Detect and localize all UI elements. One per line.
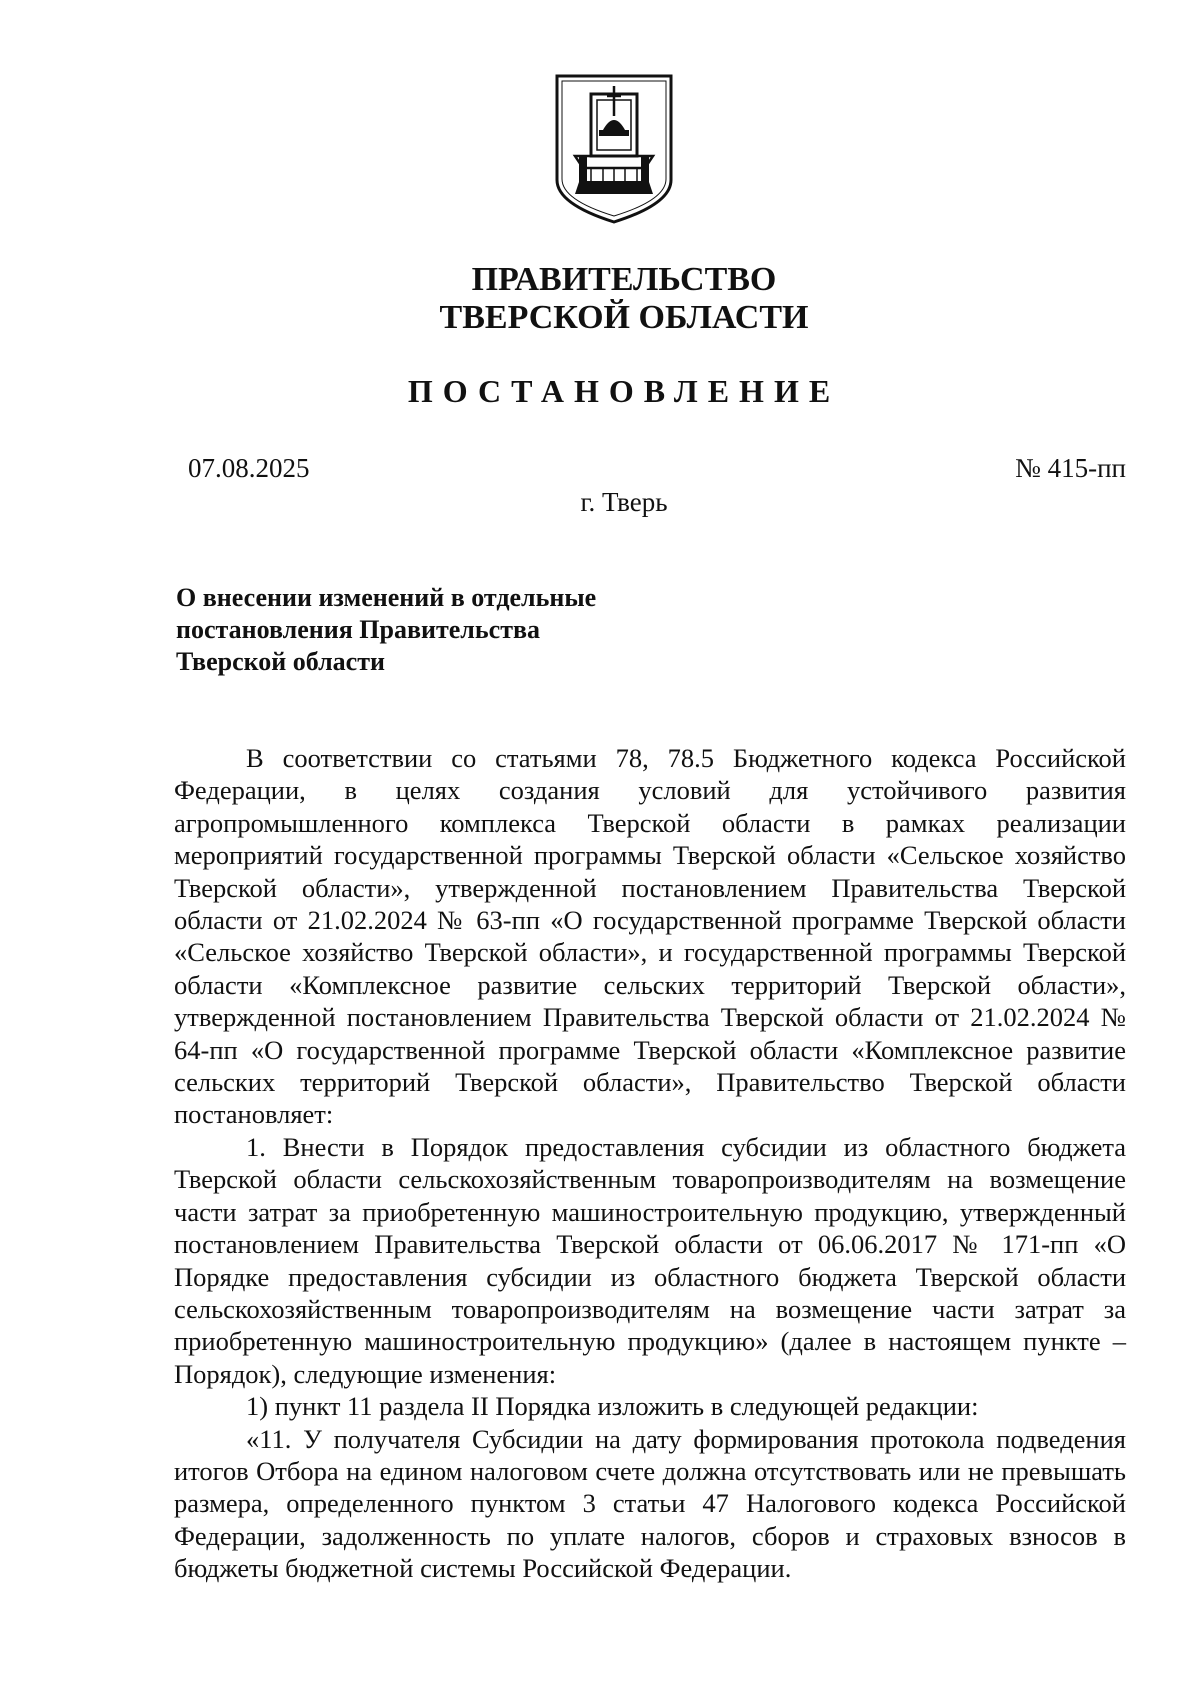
body-paragraph-subitem-1: 1) пункт 11 раздела II Порядка изложить в следующей редакции:	[246, 1391, 979, 1422]
document-type: ПОСТАНОВЛЕНИЕ	[407, 373, 841, 409]
body-paragraph-item-1: 1. Внести в Порядок предоставления субсидии из областного бюджета Тверской области сельскохозяйственным товаропроизводителям на возмещение части затрат за приобретенную машиностроительную продукцию, утвержденный постановлением Правительства Тверской области от 06.06.2017 № 171-пп «О Порядке предоставления субсидии из областного бюджета Тверской области сельскохозяйственным товаропроизводителям на возмещение части затрат за приобретенную машиностроительную продукцию» (далее в настоящем пункте – Порядок), следующие изменения:	[174, 1131, 1126, 1389]
subject-line: постановления Правительства	[176, 615, 540, 644]
body-paragraph-quote-11: «11. У получателя Субсидии на дату формирования протокола подведения итогов Отбора на едином налоговом счете должна отсутствовать или не превышать размера, определенного пунктом 3 статьи 47 Налогового кодекса Российской Федерации, задолженность по уплате налогов, сборов и страховых взносов в бюджеты бюджетной системы Российской Федерации.	[174, 1423, 1126, 1584]
subject-line: Тверской области	[176, 647, 385, 676]
document-subject	[176, 582, 696, 678]
document-body	[174, 742, 1126, 1585]
subject-line: О внесении изменений в отдельные	[176, 583, 597, 612]
document-date: 07.08.2025	[188, 453, 310, 483]
body-paragraph-preamble: В соответствии со статьями 78, 78.5 Бюджетного кодекса Российской Федерации, в целях создания условий для устойчивого развития агропромышленного комплекса Тверской области в рамках реализации мероприятий государственной программы Тверской области «Сельское хозяйство Тверской области», утвержденной постановлением Правительства Тверской области от 21.02.2024 № 63-пп «О государственной программе Тверской области «Сельское хозяйство Тверской области», и государственной программы Тверской области «Комплексное развитие сельских территорий Тверской области», утвержденной постановлением Правительства Тверской области от 21.02.2024 № 64-пп «О государственной программе Тверской области «Комплексное развитие сельских территорий Тверской области», Правительство Тверской области постановляет:	[174, 743, 1126, 1130]
document-city: г. Тверь	[580, 487, 668, 517]
org-name-line1: ПРАВИТЕЛЬСТВО	[471, 261, 777, 298]
document-number: № 415-пп	[1015, 453, 1126, 483]
tver-coat-of-arms-icon	[553, 72, 675, 224]
org-name-line2: ТВЕРСКОЙ ОБЛАСТИ	[439, 299, 809, 336]
